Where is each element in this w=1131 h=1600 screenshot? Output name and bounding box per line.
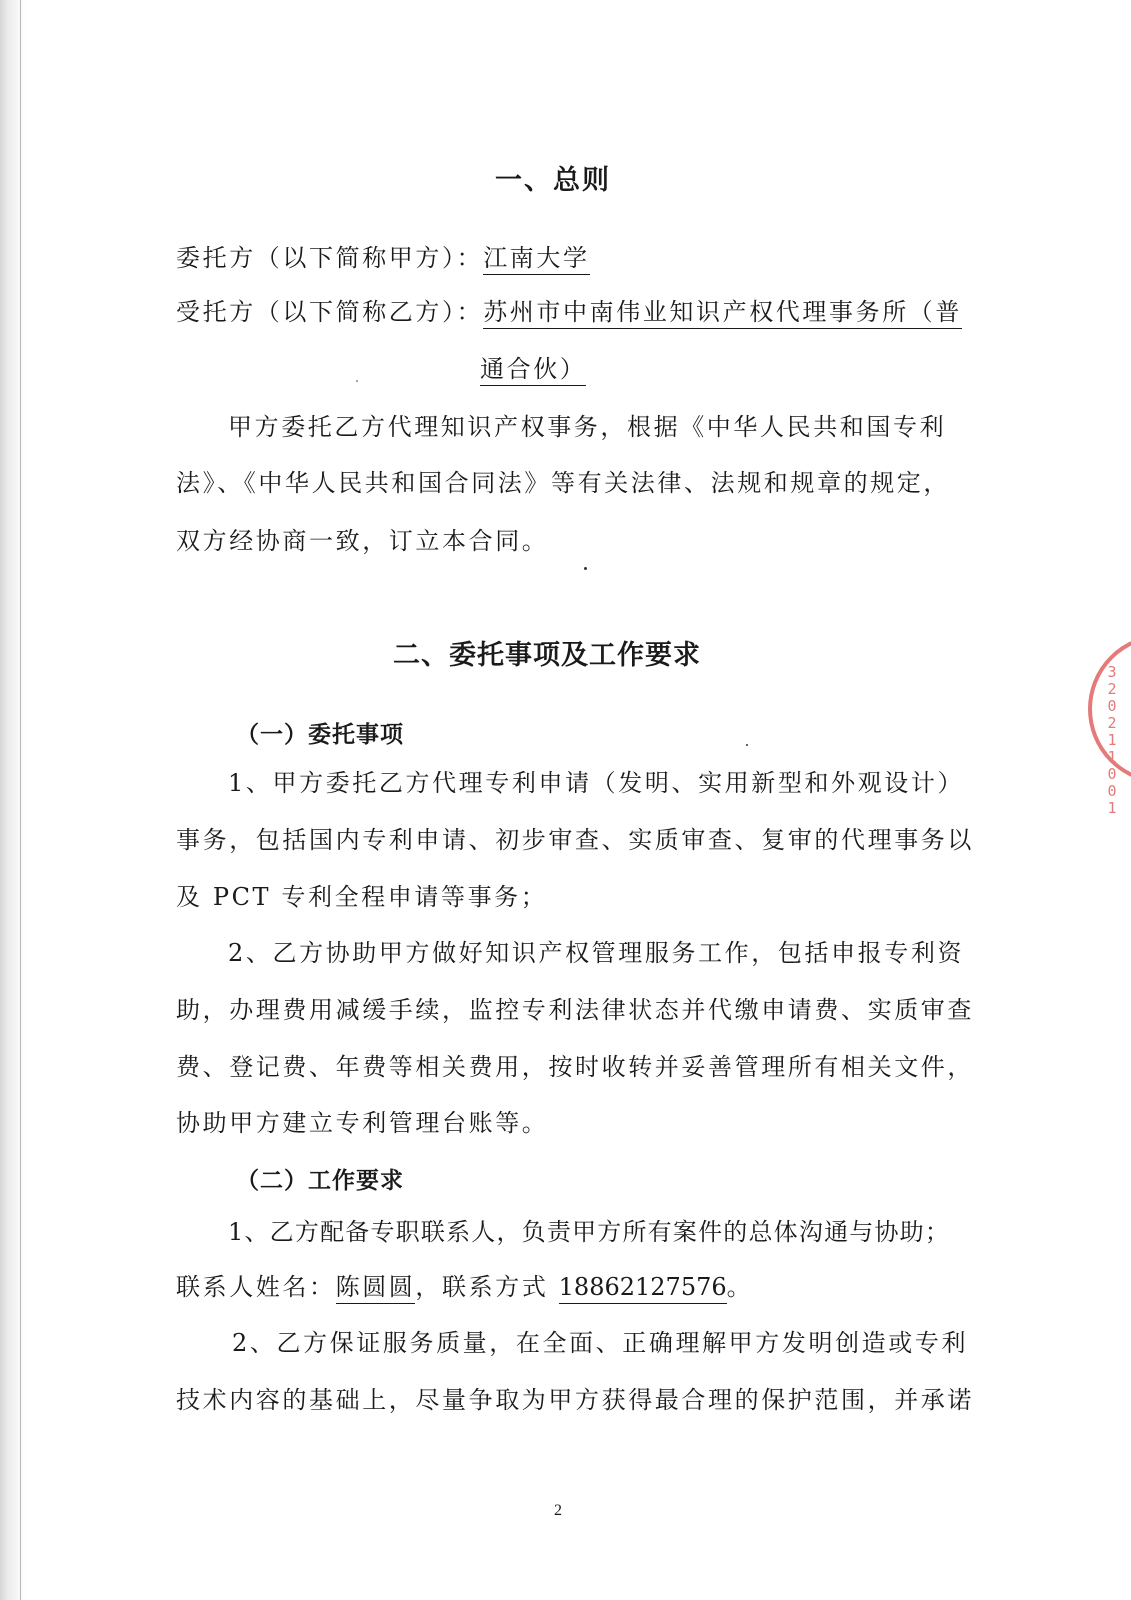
heading-entrusted-matters: 二、委托事项及工作要求: [393, 640, 701, 671]
scan-speck: [746, 744, 748, 746]
party-b-line-2: [480, 354, 586, 384]
seal-stamp: [1088, 634, 1131, 817]
party-b-line: [176, 297, 962, 327]
item1-line: 事务，包括国内专利申请、初步审查、实质审查、复审的代理事务以: [176, 826, 974, 854]
subheading-work-requirements: （二）工作要求: [236, 1168, 404, 1194]
party-b-name-cont: 通合伙）: [480, 355, 586, 386]
intro-line: 法》、《中华人民共和国合同法》等有关法律、法规和规章的规定，: [176, 469, 950, 497]
contact-phone: 18862127576: [559, 1273, 727, 1304]
party-b-label: 受托方（以下简称乙方）：: [176, 298, 484, 326]
item2-line: 助，办理费用减缓手续，监控专利法律状态并代缴申请费、实质审查: [176, 996, 974, 1024]
contact-end: 。: [726, 1273, 754, 1301]
page-number: 2: [554, 1502, 562, 1519]
party-b-name: 苏州市中南伟业知识产权代理事务所（普: [483, 298, 962, 329]
contact-mid: ，联系方式: [415, 1273, 559, 1301]
item2-line: 2、乙方协助甲方做好知识产权管理服务工作，包括申报专利资: [228, 939, 965, 967]
item1-line: 1、甲方委托乙方代理专利申请（发明、实用新型和外观设计）: [228, 769, 965, 797]
intro-line: 甲方委托乙方代理知识产权事务，根据《中华人民共和国专利: [228, 413, 947, 441]
scan-speck: [584, 567, 587, 570]
scan-fold-line: [20, 0, 21, 1600]
party-a-line: [176, 243, 590, 273]
contact-label: 联系人姓名：: [176, 1273, 336, 1301]
party-a-name: 江南大学: [483, 244, 589, 275]
seal-stamp-number: 3 2 0 2 1 1 0 0 1: [1107, 663, 1117, 817]
item2-line: 费、登记费、年费等相关费用，按时收转并妥善管理所有相关文件，: [176, 1053, 974, 1081]
contact-line: [176, 1272, 753, 1302]
scan-edge-shadow: [0, 0, 26, 1600]
req1-line: 1、乙方配备专职联系人，负责甲方所有案件的总体沟通与协助；: [228, 1218, 951, 1246]
heading-general-provisions: 一、总则: [495, 165, 611, 196]
req2-line: 技术内容的基础上，尽量争取为甲方获得最合理的保护范围，并承诺: [176, 1386, 974, 1414]
subheading-entrusted-matters: （一）委托事项: [236, 722, 404, 748]
req2-line: 2、乙方保证服务质量，在全面、正确理解甲方发明创造或专利: [232, 1329, 969, 1357]
contact-name: 陈圆圆: [336, 1273, 416, 1304]
item2-line: 协助甲方建立专利管理台账等。: [176, 1109, 549, 1137]
party-a-label: 委托方（以下简称甲方）：: [176, 244, 484, 272]
item1-line: 及 PCT 专利全程申请等事务；: [176, 883, 548, 911]
scan-speck: [356, 380, 358, 382]
intro-line: 双方经协商一致，订立本合同。: [176, 527, 549, 555]
